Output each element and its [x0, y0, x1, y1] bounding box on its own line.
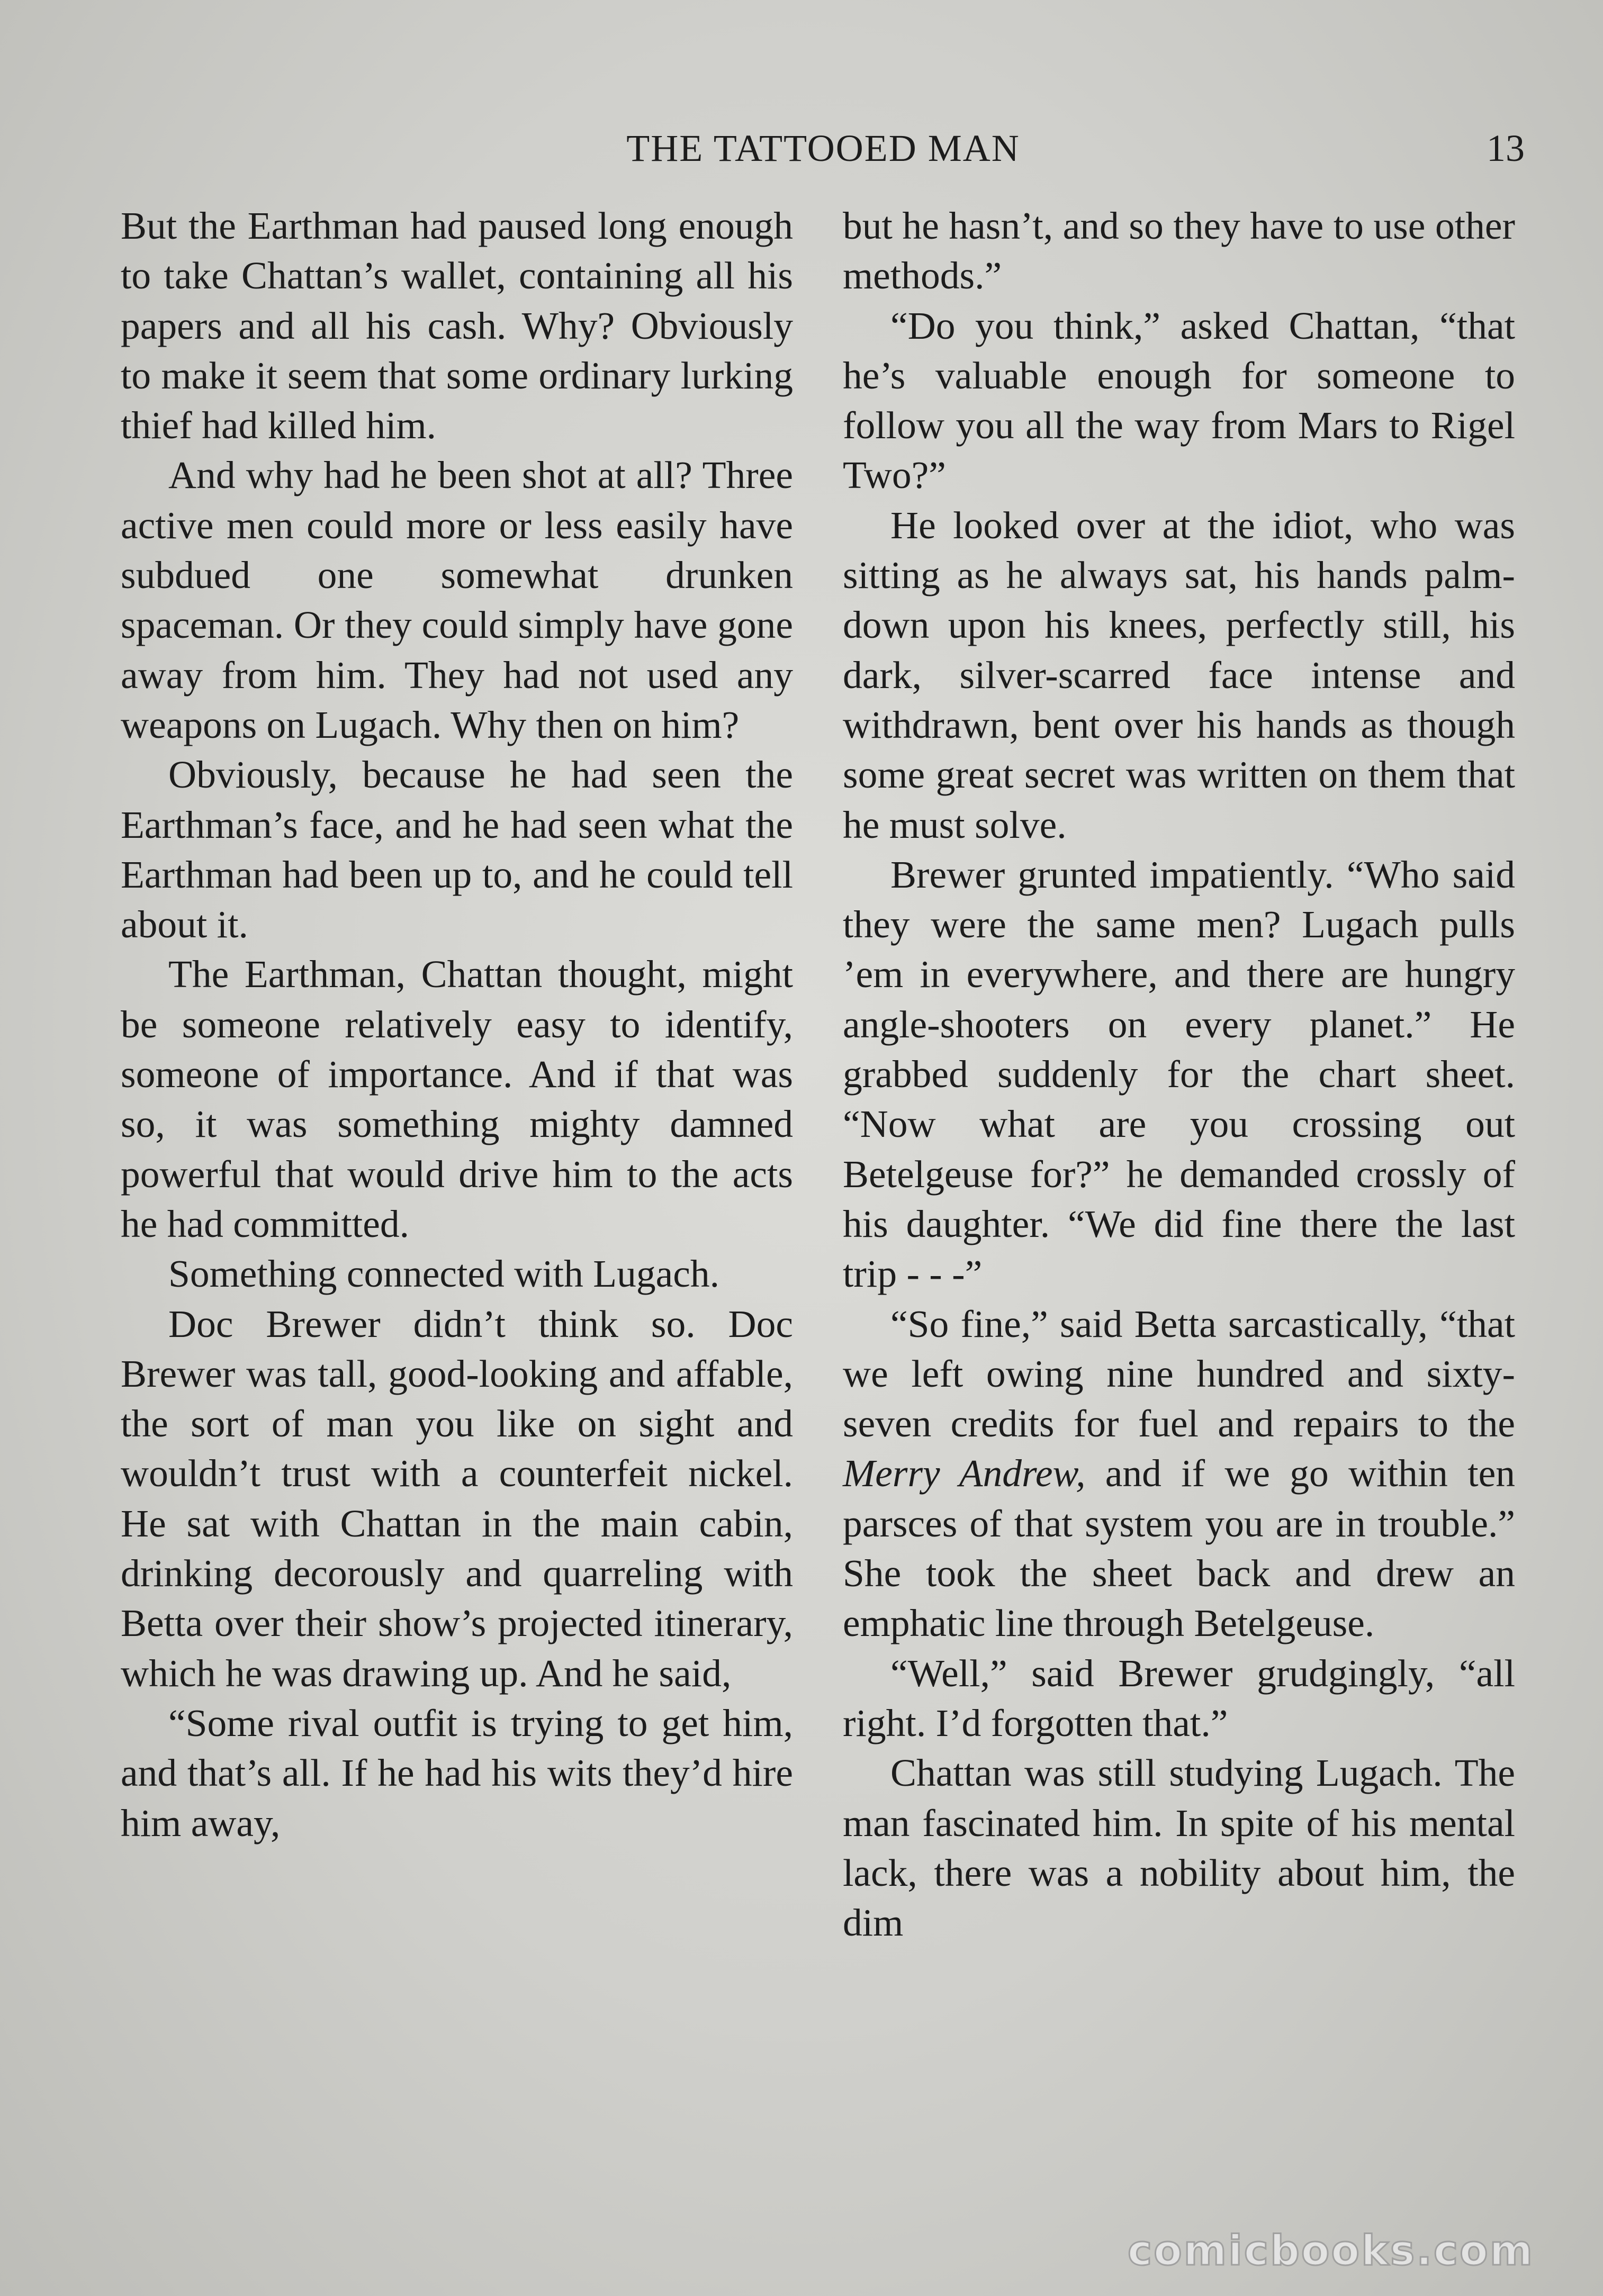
paragraph: The Earthman, Chattan thought, might be someone relatively easy to identify, someone of importance. And if that was so, it was something mighty damned powerful that would drive him to the acts he had committed.: [121, 953, 793, 1245]
paragraph: Obviously, because he had seen the Earthman’s face, and he had seen what the Earthman had been up to, and he could tell about it.: [121, 753, 793, 946]
paragraph: “Well,” said Brewer grudgingly, “all right. I’d forgotten that.”: [843, 1651, 1515, 1744]
paragraph: But the Earthman had paused long enough to take Chattan’s wallet, containing all his papers and all his cash. Why? Obviously to make it seem that some ordinary lurking thief had killed him.: [121, 204, 793, 447]
paragraph: “Some rival outfit is trying to get him, and that’s all. If he had his wits they’d hire him away,: [121, 1701, 793, 1845]
page-number: 13: [1487, 127, 1525, 169]
paragraph: And why had he been shot at all? Three active men could more or less easily have subdued one somewhat drunken spaceman. Or they could simply have gone away from him. They had not used any weapons on Lugach. Why then on him?: [121, 454, 793, 746]
paragraph-text: and if we go within ten parsces of that system you are in trouble.” She took the sheet back and drew an emphatic line through Betelgeuse.: [843, 1452, 1515, 1645]
paragraph-text: “So fine,” said Betta sarcastically, “that we left owing nine hundred and sixty-seven credits for fuel and repairs to the: [843, 1302, 1515, 1445]
watermark: comicbooks.com: [1127, 2227, 1534, 2275]
paragraph: He looked over at the idiot, who was sitting as he always sat, his hands palm-down upon his knees, perfectly still, his dark, silver-scarred face intense and withdrawn, bent over his hands as though some great secret was written on them that he must solve.: [843, 503, 1515, 846]
ship-name: Merry Andrew,: [843, 1452, 1086, 1495]
right-column: [843, 201, 1515, 1948]
paragraph: Something connected with Lugach.: [168, 1252, 719, 1296]
paragraph: [843, 1299, 1515, 1649]
page-header: [122, 119, 1525, 177]
paragraph: Brewer grunted impatiently. “Who said they were the same men? Lugach pulls ’em in everywhere, and there are hungry angle-shooters on every planet.” He grabbed suddenly for the chart sheet. “Now what are you crossing out Betelgeuse for?” he demanded crossly of his daughter. “We did fine there the last trip - - -”: [843, 853, 1515, 1296]
paragraph: “Do you think,” asked Chattan, “that he’s valuable enough for someone to follow you all the way from Mars to Rigel Two?”: [843, 304, 1515, 497]
paragraph: Chattan was still studying Lugach. The man fascinated him. In spite of his mental lack, there was a nobility about him, the dim: [843, 1751, 1515, 1945]
paragraph: Doc Brewer didn’t think so. Doc Brewer was tall, good-looking and affable, the sort of man you like on sight and wouldn’t trust with a counterfeit nickel. He sat with Chattan in the main cabin, drinking decorously and quarreling with Betta over their show’s projected itinerary, which he was drawing up. And he said,: [121, 1302, 793, 1695]
paragraph: but he hasn’t, and so they have to use other methods.”: [843, 204, 1515, 297]
left-column: [121, 201, 793, 1848]
running-head: THE TATTOOED MAN: [626, 127, 1020, 169]
